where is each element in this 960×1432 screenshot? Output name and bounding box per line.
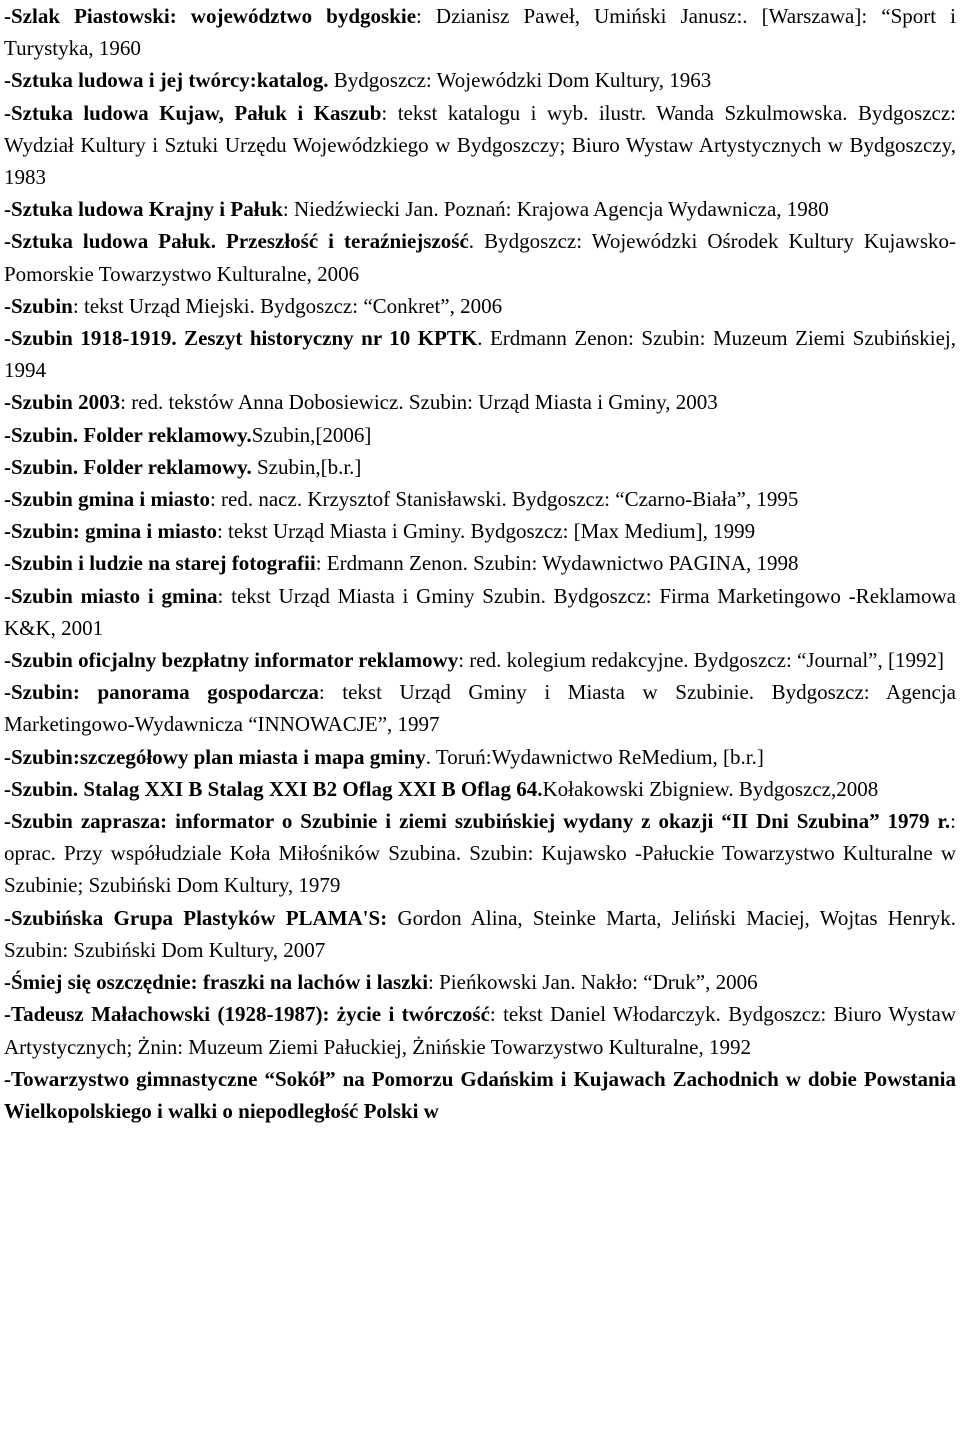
entry-details: : red. kolegium redakcyjne. Bydgoszcz: “Journal”, [1992] — [458, 648, 944, 673]
entry-title: -Szubin gmina i miasto — [4, 487, 210, 512]
entry-title: -Sztuka ludowa Krajny i Pałuk — [4, 197, 283, 222]
entry-details: : Niedźwiecki Jan. Poznań: Krajowa Agencja Wydawnicza, 1980 — [282, 197, 829, 222]
entry-title: -Szubin oficjalny bezpłatny informator reklamowy — [4, 648, 459, 673]
entry-details: Bydgoszcz: Wojewódzki Dom Kultury, 1963 — [328, 68, 712, 93]
entry-title: -Szubin:szczegółowy plan miasta i mapa gminy — [4, 744, 426, 769]
entry-title: -Szubin. Folder reklamowy. — [4, 454, 252, 479]
entry-details: : tekst Urząd Gminy i Miasta w Szubinie. Bydgoszcz: Agencja Marketingowo-Wydawnicza “INNOWACJE”, 1997 — [4, 680, 956, 737]
entry-details: : tekst katalogu i wyb. ilustr. Wanda Szkulmowska. Bydgoszcz: Wydział Kultury i Sztuki Urzędu Wojewódzkiego w Bydgoszczy; Biuro Wystaw Artystycznych w Bydgoszczy, 1983 — [4, 100, 956, 190]
bibliography-entry — [4, 322, 956, 386]
entry-details: . Erdmann Zenon: Szubin: Muzeum Ziemi Szubińskiej, 1994 — [4, 326, 956, 383]
entry-details: : red. tekstów Anna Dobosiewicz. Szubin: Urząd Miasta i Gminy, 2003 — [120, 390, 718, 415]
entry-details: . Bydgoszcz: Wojewódzki Ośrodek Kultury Kujawsko-Pomorskie Towarzystwo Kulturalne, 2006 — [4, 229, 956, 286]
entry-title: -Śmiej się oszczędnie: fraszki na lachów i laszki — [4, 970, 429, 995]
entry-details: : Dzianisz Paweł, Umiński Janusz:. [Warszawa]: “Sport i Turystyka, 1960 — [4, 4, 956, 61]
bibliography-entry — [4, 225, 956, 289]
bibliography-entry — [4, 902, 956, 966]
bibliography-entry — [4, 676, 956, 740]
entry-title: -Szubin 2003 — [4, 390, 121, 415]
bibliography-entry — [4, 1063, 956, 1127]
entry-title: -Sztuka ludowa Pałuk. Przeszłość i teraźniejszość — [4, 229, 469, 254]
entry-title: -Szlak Piastowski: województwo bydgoskie — [4, 4, 417, 28]
bibliography-entry — [4, 483, 956, 515]
bibliography-entry — [4, 386, 956, 418]
entry-title: -Szubin. Stalag XXI B Stalag XXI B2 Oflag XXI B Oflag 64. — [4, 776, 543, 801]
entry-details: : Pieńkowski Jan. Nakło: “Druk”, 2006 — [428, 970, 758, 995]
entry-title: -Szubin 1918-1919. Zeszyt historyczny nr 10 KPTK — [4, 326, 478, 351]
bibliography-entry — [4, 515, 956, 547]
entry-details: : tekst Daniel Włodarczyk. Bydgoszcz: Biuro Wystaw Artystycznych; Żnin: Muzeum Ziemi Pałuckiej, Żnińskie Towarzystwo Kulturalne, 1992 — [4, 1002, 956, 1059]
entry-details: Gordon Alina, Steinke Marta, Jeliński Maciej, Wojtas Henryk. Szubin: Szubiński Dom Kultury, 2007 — [4, 905, 956, 962]
bibliography-entry — [4, 97, 956, 194]
entry-details: : oprac. Przy współudziale Koła Miłośników Szubina. Szubin: Kujawsko -Pałuckie Towarzystwo Kulturalne w Szubinie; Szubiński Dom Kultury, 1979 — [4, 809, 956, 898]
bibliography-entry — [4, 998, 956, 1062]
entry-details: Kołakowski Zbigniew. Bydgoszcz,2008 — [542, 776, 879, 801]
bibliography-entry — [4, 0, 956, 64]
entry-details: . Toruń:Wydawnictwo ReMedium, [b.r.] — [425, 744, 764, 769]
entry-title: -Szubińska Grupa Plastyków PLAMA'S: — [4, 905, 388, 930]
entry-title: -Szubin: panorama gospodarcza — [4, 680, 319, 705]
bibliography-entry — [4, 547, 956, 579]
bibliography-entry — [4, 193, 956, 225]
entry-details: Szubin,[2006] — [251, 422, 372, 447]
entry-title: -Towarzystwo gimnastyczne “Sokół” na Pomorzu Gdańskim i Kujawach Zachodnich w dobie Powstania Wielkopolskiego i walki o niepodległość Polski w — [4, 1066, 956, 1123]
entry-title: -Tadeusz Małachowski (1928-1987): życie i twórczość — [4, 1002, 490, 1027]
bibliography-entry — [4, 64, 956, 96]
entry-title: -Szubin zaprasza: informator o Szubinie i ziemi szubińskiej wydany z okazji “II Dni Szubina” 1979 r. — [4, 809, 951, 834]
entry-title: -Szubin: gmina i miasto — [4, 519, 217, 544]
bibliography-entry — [4, 805, 956, 902]
entry-title: -Szubin miasto i gmina — [4, 583, 218, 608]
bibliography-entry — [4, 451, 956, 483]
bibliography-entry — [4, 966, 956, 998]
entry-title: -Sztuka ludowa i jej twórcy:katalog. — [4, 68, 329, 93]
entry-details: : tekst Urząd Miejski. Bydgoszcz: “Conkret”, 2006 — [72, 293, 503, 318]
bibliography-entry — [4, 773, 956, 805]
bibliography-entry — [4, 290, 956, 322]
entry-title: -Sztuka ludowa Kujaw, Pałuk i Kaszub — [4, 100, 382, 125]
bibliography-entry — [4, 741, 956, 773]
entry-title: -Szubin — [4, 293, 73, 318]
entry-title: -Szubin. Folder reklamowy. — [4, 422, 252, 447]
entry-details: : tekst Urząd Miasta i Gminy Szubin. Bydgoszcz: Firma Marketingowo -Reklamowa K&K, 2001 — [4, 583, 956, 640]
entry-details: : tekst Urząd Miasta i Gminy. Bydgoszcz: [Max Medium], 1999 — [216, 519, 756, 544]
entry-details: : red. nacz. Krzysztof Stanisławski. Bydgoszcz: “Czarno-Biała”, 1995 — [209, 487, 799, 512]
entry-details: Szubin,[b.r.] — [251, 454, 362, 479]
bibliography-entry — [4, 419, 956, 451]
entry-title: -Szubin i ludzie na starej fotografii — [4, 551, 316, 576]
bibliography-entry — [4, 644, 956, 676]
bibliography-entry — [4, 580, 956, 644]
entry-details: : Erdmann Zenon. Szubin: Wydawnictwo PAGINA, 1998 — [315, 551, 799, 576]
